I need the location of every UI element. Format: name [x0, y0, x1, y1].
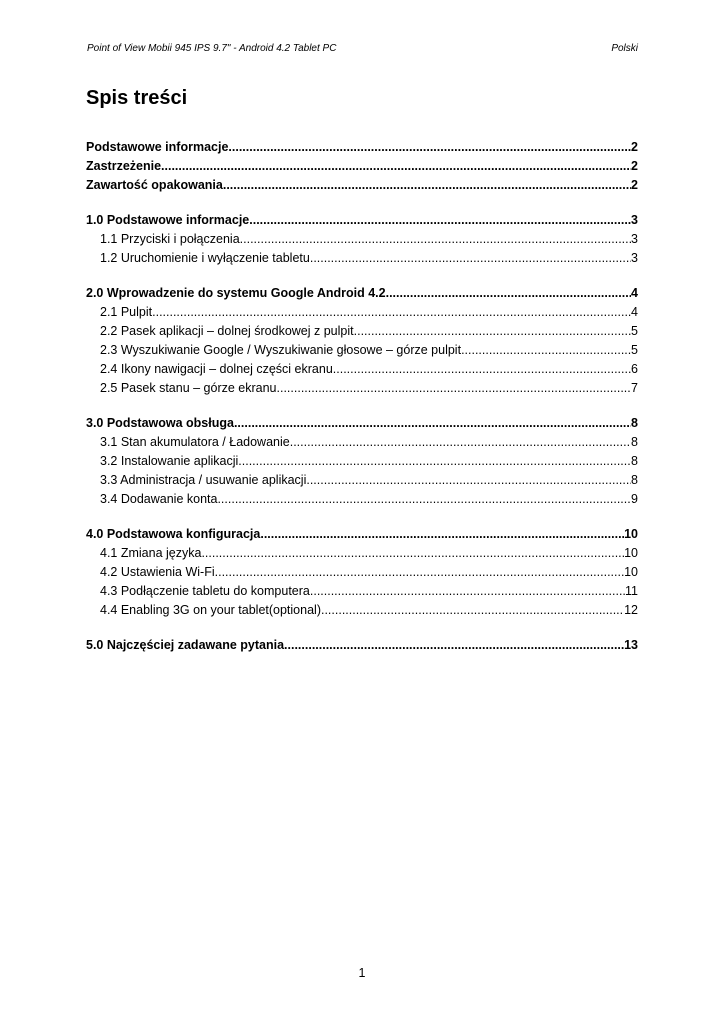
- toc-entry[interactable]: [86, 322, 638, 341]
- toc-entry-label: 2.1 Pulpit: [100, 305, 153, 319]
- toc-entry-page: 9: [631, 492, 638, 506]
- toc-leader-dots: [386, 284, 631, 303]
- toc-entry[interactable]: [86, 636, 638, 655]
- page-number: 1: [358, 966, 366, 980]
- toc-entry[interactable]: [86, 303, 638, 322]
- toc-leader-dots: [461, 341, 631, 360]
- toc-leader-dots: [306, 471, 631, 490]
- toc-leader-dots: [228, 138, 631, 157]
- toc-leader-dots: [152, 303, 631, 322]
- toc-entry-label: 1.1 Przyciski i połączenia: [100, 232, 240, 246]
- toc-entry-page: 5: [631, 324, 638, 338]
- toc-entry-page: 6: [631, 362, 638, 376]
- toc-leader-dots: [354, 322, 631, 341]
- toc-entry[interactable]: [86, 341, 638, 360]
- toc-entry-label: 4.0 Podstawowa konfiguracja: [86, 527, 261, 541]
- toc-entry-label: 4.1 Zmiana języka: [100, 546, 202, 560]
- toc-entry-label: Zastrzeżenie: [86, 159, 162, 173]
- toc-entry-label: 3.3 Administracja / usuwanie aplikacji: [100, 473, 307, 487]
- toc-entry-page: 8: [631, 473, 638, 487]
- toc-entry[interactable]: [86, 176, 638, 195]
- toc-entry-label: 2.0 Wprowadzenie do systemu Google Android 4.2: [86, 286, 386, 300]
- toc-leader-dots: [161, 157, 631, 176]
- running-header-language: Polski: [611, 43, 638, 54]
- toc-entry-page: 10: [624, 527, 638, 541]
- toc-entry[interactable]: [86, 379, 638, 398]
- toc-entry[interactable]: [86, 360, 638, 379]
- toc-entry-label: 4.4 Enabling 3G on your tablet(optional): [100, 603, 321, 617]
- table-of-contents: [86, 138, 638, 655]
- toc-entry-label: 3.2 Instalowanie aplikacji: [100, 454, 239, 468]
- toc-entry-label: 1.0 Podstawowe informacje: [86, 213, 250, 227]
- toc-entry-page: 3: [631, 232, 638, 246]
- toc-leader-dots: [223, 176, 631, 195]
- toc-entry[interactable]: [86, 249, 638, 268]
- toc-entry[interactable]: [86, 563, 638, 582]
- toc-entry-page: 5: [631, 343, 638, 357]
- toc-leader-dots: [234, 414, 631, 433]
- toc-entry-label: Podstawowe informacje: [86, 140, 229, 154]
- toc-leader-dots: [284, 636, 624, 655]
- running-header-title: Point of View Mobii 945 IPS 9.7" - Android 4.2 Tablet PC: [87, 43, 337, 54]
- toc-entry-label: 2.3 Wyszukiwanie Google / Wyszukiwanie głosowe – górze pulpit: [100, 343, 462, 357]
- toc-entry[interactable]: [86, 582, 638, 601]
- toc-entry-page: 4: [631, 286, 638, 300]
- toc-entry-page: 2: [631, 140, 638, 154]
- toc-entry-label: 3.0 Podstawowa obsługa: [86, 416, 234, 430]
- toc-entry-label: 1.2 Uruchomienie i wyłączenie tabletu: [100, 251, 310, 265]
- toc-leader-dots: [217, 490, 631, 509]
- toc-entry[interactable]: [86, 525, 638, 544]
- toc-entry[interactable]: [86, 544, 638, 563]
- toc-entry-page: 7: [631, 381, 638, 395]
- toc-entry-page: 2: [631, 178, 638, 192]
- toc-entry-page: 8: [631, 454, 638, 468]
- toc-entry[interactable]: [86, 138, 638, 157]
- toc-entry[interactable]: [86, 452, 638, 471]
- toc-entry[interactable]: [86, 601, 638, 620]
- toc-entry-page: 11: [625, 584, 638, 598]
- toc-entry-label: 2.2 Pasek aplikacji – dolnej środkowej z pulpit: [100, 324, 354, 338]
- toc-entry-page: 13: [624, 638, 638, 652]
- page-title: Spis treści: [86, 87, 188, 109]
- toc-entry[interactable]: [86, 433, 638, 452]
- toc-entry-label: Zawartość opakowania: [86, 178, 223, 192]
- toc-entry-page: 8: [631, 435, 638, 449]
- toc-leader-dots: [333, 360, 631, 379]
- toc-leader-dots: [215, 563, 624, 582]
- toc-entry-page: 12: [624, 603, 638, 617]
- toc-entry-label: 4.3 Podłączenie tabletu do komputera: [100, 584, 310, 598]
- toc-leader-dots: [249, 211, 631, 230]
- toc-entry[interactable]: [86, 230, 638, 249]
- toc-leader-dots: [310, 249, 631, 268]
- toc-entry[interactable]: [86, 284, 638, 303]
- toc-entry-label: 2.5 Pasek stanu – górze ekranu: [100, 381, 277, 395]
- toc-entry-label: 3.4 Dodawanie konta: [100, 492, 218, 506]
- toc-entry-page: 10: [624, 565, 638, 579]
- toc-entry-page: 3: [631, 251, 638, 265]
- toc-entry[interactable]: [86, 471, 638, 490]
- toc-entry[interactable]: [86, 157, 638, 176]
- toc-leader-dots: [290, 433, 631, 452]
- toc-leader-dots: [201, 544, 624, 563]
- toc-entry[interactable]: [86, 490, 638, 509]
- toc-entry[interactable]: [86, 211, 638, 230]
- toc-leader-dots: [240, 230, 631, 249]
- toc-leader-dots: [277, 379, 632, 398]
- toc-entry-label: 4.2 Ustawienia Wi-Fi: [100, 565, 215, 579]
- toc-entry-page: 3: [631, 213, 638, 227]
- toc-leader-dots: [238, 452, 631, 471]
- toc-entry-page: 10: [624, 546, 638, 560]
- toc-entry-page: 4: [631, 305, 638, 319]
- toc-leader-dots: [321, 601, 624, 620]
- toc-entry-page: 8: [631, 416, 638, 430]
- toc-entry-label: 2.4 Ikony nawigacji – dolnej części ekranu: [100, 362, 333, 376]
- toc-entry-label: 3.1 Stan akumulatora / Ładowanie: [100, 435, 290, 449]
- toc-entry-page: 2: [631, 159, 638, 173]
- toc-entry-label: 5.0 Najczęściej zadawane pytania: [86, 638, 285, 652]
- toc-entry[interactable]: [86, 414, 638, 433]
- toc-leader-dots: [310, 582, 625, 601]
- toc-leader-dots: [260, 525, 624, 544]
